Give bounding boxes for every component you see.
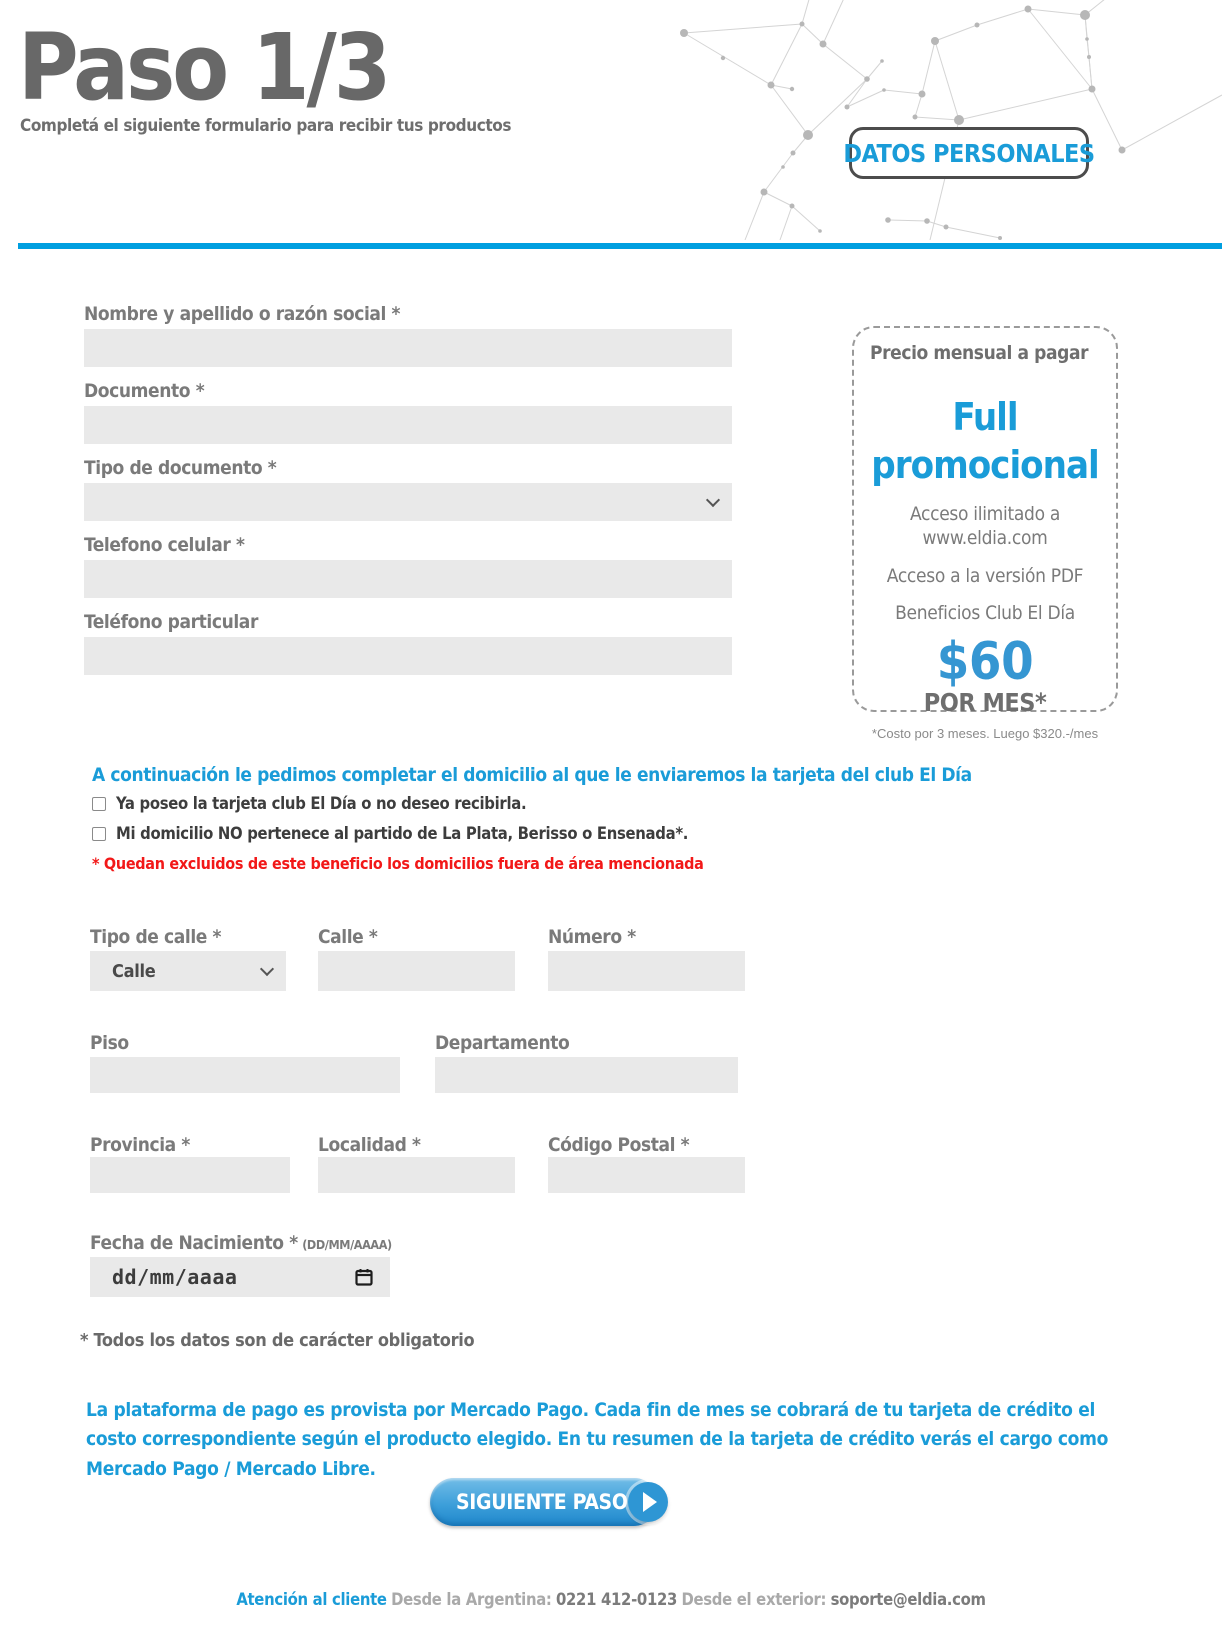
tipo-documento-label: Tipo de documento * (84, 457, 277, 479)
benefit-club: Beneficios Club El Día (895, 602, 1075, 625)
price-box (852, 326, 1118, 717)
support-email: soporte@eldia.com (830, 1590, 986, 1609)
plan-price: $60 (936, 632, 1034, 692)
calendar-icon[interactable] (354, 1267, 374, 1287)
header-divider (18, 243, 1222, 249)
piso-input[interactable] (90, 1057, 400, 1093)
piso-label: Piso (90, 1032, 129, 1054)
customer-support-footer (0, 1590, 1222, 1609)
support-label: Atención al cliente (236, 1590, 387, 1609)
chevron-down-icon (706, 493, 720, 507)
numero-label: Número * (548, 926, 636, 948)
localidad-label: Localidad * (318, 1134, 421, 1156)
outside-area-checkbox-row (92, 824, 688, 843)
codigo-postal-input[interactable] (548, 1157, 745, 1193)
provincia-input[interactable] (90, 1157, 290, 1193)
numero-input[interactable] (548, 951, 745, 991)
provincia-label: Provincia * (90, 1134, 190, 1156)
price-footnote: *Costo por 3 meses. Luego $320.-/mes (871, 726, 1099, 741)
own-card-checkbox-label: Ya poseo la tarjeta club El Día o no deseo recibirla. (116, 794, 527, 813)
localidad-input[interactable] (318, 1157, 515, 1193)
benefit-pdf-access: Acceso a la versión PDF (886, 564, 1084, 587)
calle-label: Calle * (318, 926, 378, 948)
telefono-celular-input[interactable] (84, 560, 732, 598)
exclusion-note: * Quedan excluidos de este beneficio los domicilios fuera de área mencionada (92, 854, 704, 873)
fecha-formato-hint: (DD/MM/AAAA) (302, 1237, 392, 1252)
address-section-heading: A continuación le pedimos completar el domicilio al que le enviaremos la tarjeta del club El Día (92, 764, 972, 786)
documento-label: Documento * (84, 380, 205, 402)
fecha-nacimiento-label-row (90, 1232, 392, 1254)
benefit-web-access: Acceso ilimitado a www.eldia.com (909, 503, 1061, 549)
tipo-calle-value: Calle (112, 960, 156, 982)
telefono-particular-input[interactable] (84, 637, 732, 675)
payment-platform-note: La plataforma de pago es provista por Mercado Pago. Cada fin de mes se cobrará de tu tarjeta de crédito el costo correspondiente según el producto elegido. En tu resumen de la tarjeta de crédito verás el cargo como Mercado Pago / Mercado Libre. (86, 1399, 1109, 1480)
plan-name: Full promocional (871, 395, 1099, 487)
support-phone: 0221 412-0123 (556, 1590, 678, 1609)
telefono-celular-label: Telefono celular * (84, 534, 245, 556)
siguiente-paso-button[interactable] (430, 1478, 658, 1526)
page-subtitle: Completá el siguiente formulario para recibir tus productos (20, 116, 512, 136)
exterior-label: Desde el exterior: (681, 1590, 827, 1609)
codigo-postal-label: Código Postal * (548, 1134, 690, 1156)
required-fields-note: * Todos los datos son de carácter obligatorio (80, 1330, 475, 1351)
price-box-heading: Precio mensual a pagar (870, 342, 1089, 364)
outside-area-checkbox[interactable] (92, 827, 106, 841)
departamento-input[interactable] (435, 1057, 738, 1093)
section-badge (843, 127, 1095, 179)
telefono-particular-label: Teléfono particular (84, 611, 258, 633)
network-decoration-graphic (640, 0, 1222, 240)
section-badge-label: DATOS PERSONALES (843, 138, 1095, 168)
tipo-calle-label: Tipo de calle * (90, 926, 222, 948)
tipo-documento-select[interactable] (84, 483, 732, 521)
own-card-checkbox-row (92, 794, 526, 813)
plan-period: POR MES* (923, 688, 1047, 717)
play-icon (643, 1492, 657, 1512)
fecha-placeholder: dd/mm/aaaa (112, 1265, 238, 1289)
fecha-nacimiento-input[interactable] (90, 1257, 390, 1297)
argentina-label: Desde la Argentina: (391, 1590, 552, 1609)
calle-input[interactable] (318, 951, 515, 991)
documento-input[interactable] (84, 406, 732, 444)
nombre-input[interactable] (84, 329, 732, 367)
play-circle (628, 1482, 668, 1522)
outside-area-checkbox-label: Mi domicilio NO pertenece al partido de La Plata, Berisso o Ensenada*. (116, 824, 689, 843)
fecha-nacimiento-label: Fecha de Nacimiento * (90, 1232, 298, 1254)
chevron-down-icon (260, 962, 274, 976)
own-card-checkbox[interactable] (92, 797, 106, 811)
tipo-calle-select[interactable] (90, 951, 286, 991)
siguiente-paso-label: SIGUIENTE PASO (456, 1490, 628, 1514)
page-title: Paso 1/3 (18, 14, 389, 121)
departamento-label: Departamento (435, 1032, 570, 1054)
nombre-label: Nombre y apellido o razón social * (84, 303, 401, 325)
